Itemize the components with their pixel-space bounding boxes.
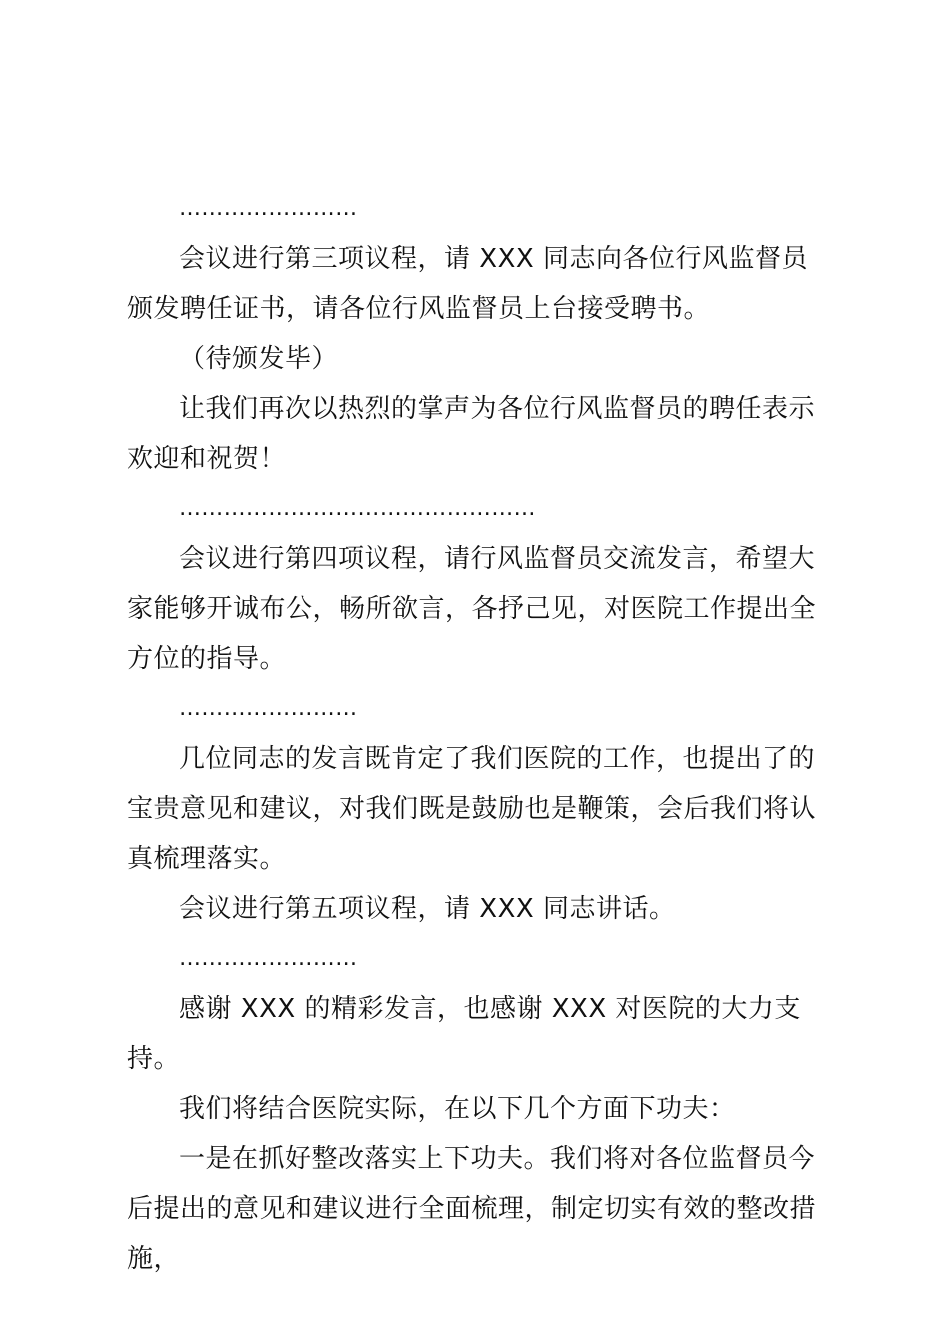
document-body [127, 184, 833, 1284]
paragraph-intro-measures: 我们将结合医院实际，在以下几个方面下功夫： [179, 1094, 736, 1124]
paragraph-measure-one: 一是在抓好整改落实上下功夫。我们将对各位监督员今后提出的意见和建议进行全面梳理，制定切实有效的整改措施， [127, 1144, 817, 1274]
ellipsis-separator: …………………… [179, 196, 358, 221]
paragraph-agenda-item-five: 会议进行第五项议程，请 XXX 同志讲话。 [179, 894, 676, 924]
paragraph-applause: 让我们再次以热烈的掌声为各位行风监督员的聘任表示欢迎和祝贺！ [127, 394, 816, 474]
ellipsis-separator: …………………… [179, 696, 358, 721]
ellipsis-separator-long: ………………………………………… [179, 496, 536, 521]
paragraph-feedback-summary: 几位同志的发言既肯定了我们医院的工作，也提出了的宝贵意见和建议，对我们既是鼓励也是鞭策，会后我们将认真梳理落实。 [127, 744, 817, 874]
paragraph-agenda-item-four: 会议进行第四项议程，请行风监督员交流发言，希望大家能够开诚布公，畅所欲言，各抒己见，对医院工作提出全方位的指导。 [127, 544, 817, 674]
paragraph-thanks: 感谢 XXX 的精彩发言，也感谢 XXX 对医院的大力支持。 [127, 994, 801, 1074]
ellipsis-separator: …………………… [179, 946, 358, 971]
paragraph-agenda-item-three: 会议进行第三项议程，请 XXX 同志向各位行风监督员颁发聘任证书，请各位行风监督员上台接受聘书。 [127, 244, 808, 324]
paragraph-awaiting-award: （待颁发毕） [179, 344, 339, 374]
